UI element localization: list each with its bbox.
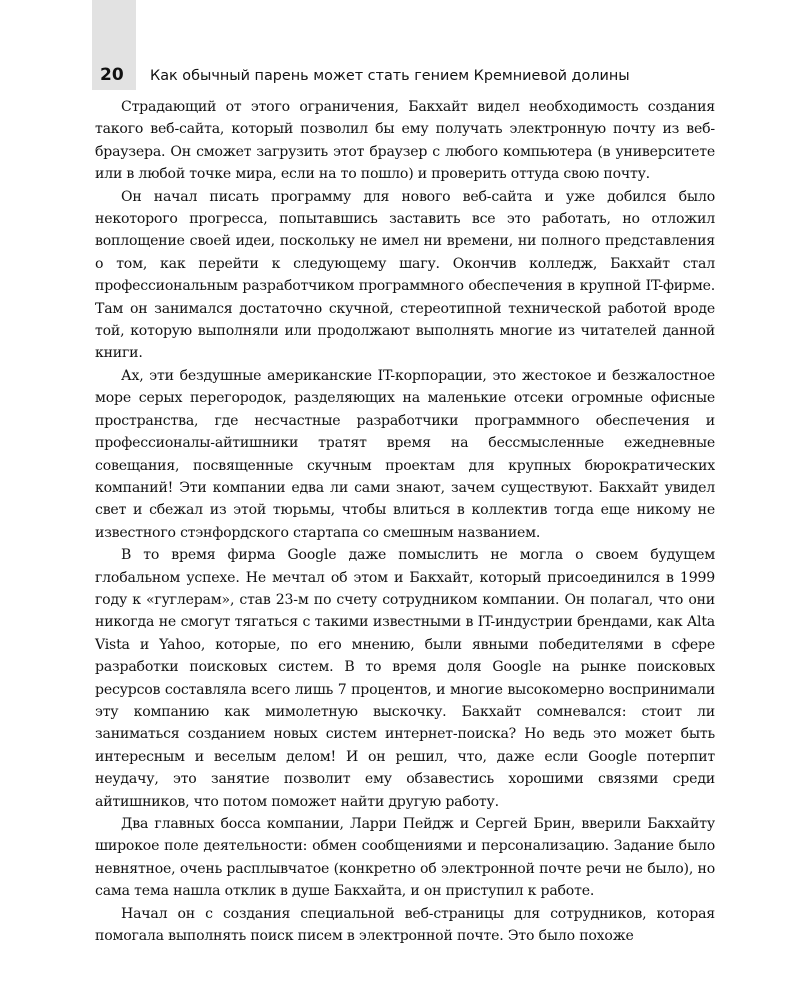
running-header <box>96 65 736 89</box>
paragraph: Ах, эти бездушные американские IT-корпорации, это жестокое и безжалостное море серых перегородок, разделяющих на маленькие отсеки огромные офисные пространства, где несчастные разработчики программного обеспечения и профессионалы-айтишники тратят время на бессмысленные ежедневные совещания, посвященные скучным проектам для крупных бюрократических компаний! Эти компании едва ли сами знают, зачем существуют. Бакхайт увидел свет и сбежал из этой тюрьмы, чтобы влиться в коллектив тогда еще никому не известного стэнфордского стартапа со смешным названием. <box>95 367 715 541</box>
paragraph: Два главных босса компании, Ларри Пейдж и Сергей Брин, вверили Бакхайту широкое поле деятельности: обмен сообщениями и персонализацию. Задание было невнятное, очень расплывчатое (конкретно об электронной почте речи не было), но сама тема нашла отклик в душе Бакхайта, и он приступил к работе. <box>95 816 715 900</box>
paragraph: В то время фирма Google даже помыслить не могла о своем будущем глобальном успехе. Не мечтал об этом и Бакхайт, который присоединился в 1999 году к «гуглерам», став 23-м по счету сотрудником компании. Он полагал, что они никогда не смогут тягаться с такими известными в IT-индустрии брендами, как Alta Vista и Yahoo, которые, по его мнению, были явными победителями в сфере разработки поисковых систем. В то время доля Google на рынке поисковых ресурсов составляла всего лишь 7 процентов, и многие высокомерно воспринимали эту компанию как мимолетную выскочку. Бакхайт сомневался: стоит ли заниматься созданием новых систем интернет-поиска? Но ведь это может быть интересным и веселым делом! И он решил, что, даже если Google потерпит неудачу, это занятие позволит ему обзавестись хорошими связями среди айтишников, что потом поможет найти другую работу. <box>95 547 715 810</box>
paragraph: Начал он с создания специальной веб-страницы для сотрудников, которая помогала выполнять поиск писем в электронной почте. Это было похоже <box>95 905 715 945</box>
paragraph: Страдающий от этого ограничения, Бакхайт видел необходимость создания такого веб-сайта, который позволил бы ему получать электронную почту из веб-браузера. Он сможет загрузить этот браузер с любого компьютера (в университете или в любой точке мира, если на то пошло) и проверить оттуда свою почту. <box>95 99 715 183</box>
body-text <box>95 96 715 947</box>
paragraph: Он начал писать программу для нового веб-сайта и уже добился было некоторого прогресса, попытавшись заставить все это работать, но отложил воплощение своей идеи, поскольку не имел ни времени, ни полного представления о том, как перейти к следующему шагу. Окончив колледж, Бакхайт стал профессиональным разработчиком программного обеспечения в крупной IT-фирме. Там он занимался достаточно скучной, стереотипной технической работой вроде той, которую выполняли или продолжают выполнять многие из читателей данной книги. <box>95 188 715 362</box>
running-title: Как обычный парень может стать гением Кремниевой долины <box>150 68 630 84</box>
page-number: 20 <box>100 65 124 85</box>
